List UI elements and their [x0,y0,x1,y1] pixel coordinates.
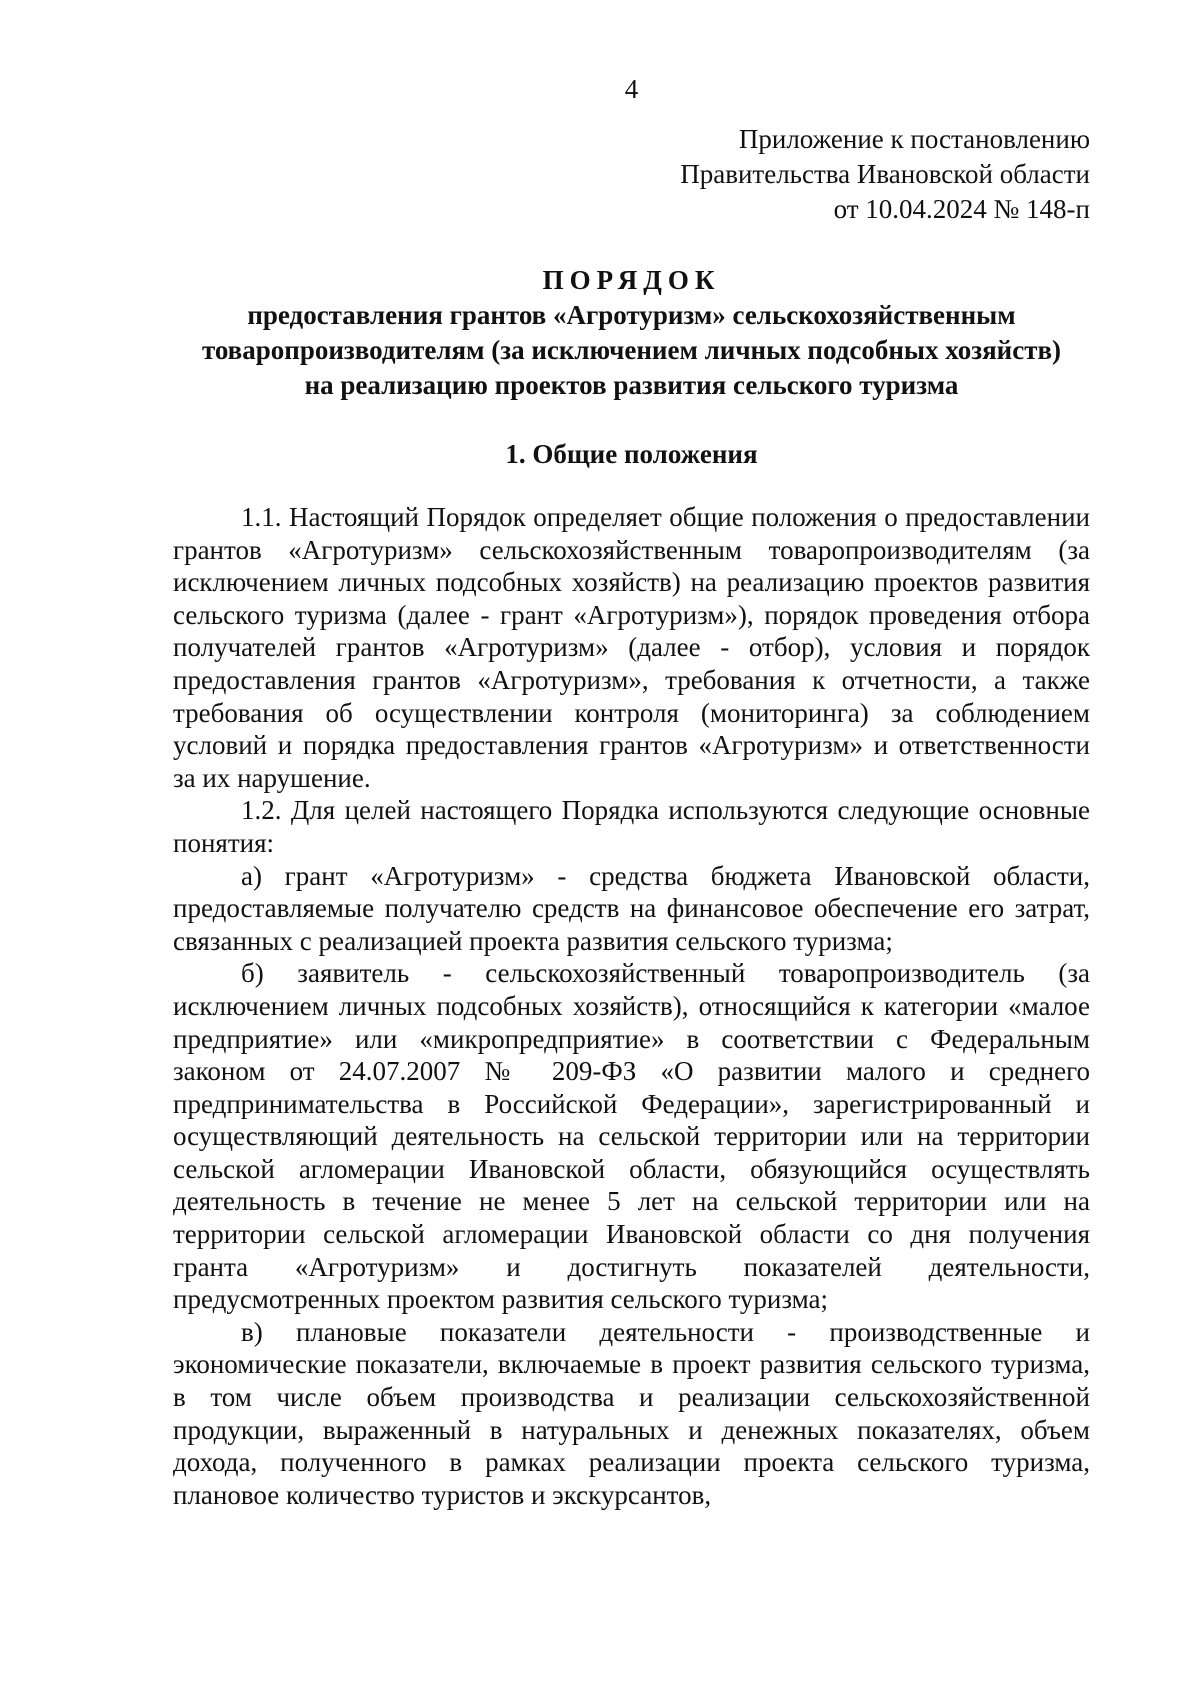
appendix-line-2: Правительства Ивановской области [680,159,1090,189]
paragraph-1-1: 1.1. Настоящий Порядок определяет общие положения о предоставлении грантов «Агротуризм» сельскохозяйственным товаропроизводителям (за исключением личных подсобных хозяйств) на реализацию проектов развития сельского туризма (далее - грант «Агротуризм»), порядок проведения отбора получателей грантов «Агротуризм» (далее - отбор), условия и порядок предоставления грантов «Агротуризм», требования к отчетности, а также требования об осуществлении контроля (мониторинга) за соблюдением условий и порядка предоставления грантов «Агротуризм» и ответственности за их нарушение. [173,502,1090,793]
document-title: ПОРЯДОК [542,265,721,295]
appendix-line-1: Приложение к постановлению [738,124,1090,154]
document-subtitle-line-1: предоставления грантов «Агротуризм» сельскохозяйственным [247,300,1016,330]
paragraph-1-2: 1.2. Для целей настоящего Порядка используются следующие основные понятия: [173,795,1090,858]
paragraph-definition-a: а) грант «Агротуризм» - средства бюджета Ивановской области, предоставляемые получателю средств на финансовое обеспечение его затрат, связанных с реализацией проекта развития сельского туризма; [173,860,1090,956]
paragraph-definition-v: в) плановые показатели деятельности - производственные и экономические показатели, включаемые в проект развития сельского туризма, в том числе объем производства и реализации сельскохозяйственной продукции, выраженный в натуральных и денежных показателях, объем дохода, полученного в рамках реализации проекта сельского туризма, плановое количество туристов и экскурсантов, [173,1316,1090,1510]
appendix-line-3: от 10.04.2024 № 148-п [833,194,1090,224]
appendix-reference [173,122,1090,227]
page-number: 4 [624,74,639,104]
document-subtitle-line-2: товаропроизводителям (за исключением личных подсобных хозяйств) [201,335,1062,365]
document-subtitle-line-3: на реализацию проектов развития сельского туризма [304,370,959,400]
section-heading: 1. Общие положения [505,439,758,469]
document-title-block [173,263,1090,403]
section-body [173,501,1090,1511]
document-page [173,72,1090,1511]
paragraph-definition-b: б) заявитель - сельскохозяйственный товаропроизводитель (за исключением личных подсобных хозяйств), относящийся к категории «малое предприятие» или «микропредприятие» в соответствии с Федеральным законом от 24.07.2007 № 209-ФЗ «О развитии малого и среднего предпринимательства в Российской Федерации», зарегистрированный и осуществляющий деятельность на сельской территории или на территории сельской агломерации Ивановской области, обязующийся осуществлять деятельность в течение не менее 5 лет на сельской территории или на территории сельской агломерации Ивановской области со дня получения гранта «Агротуризм» и достигнуть показателей деятельности, предусмотренных проектом развития сельского туризма; [173,958,1090,1315]
